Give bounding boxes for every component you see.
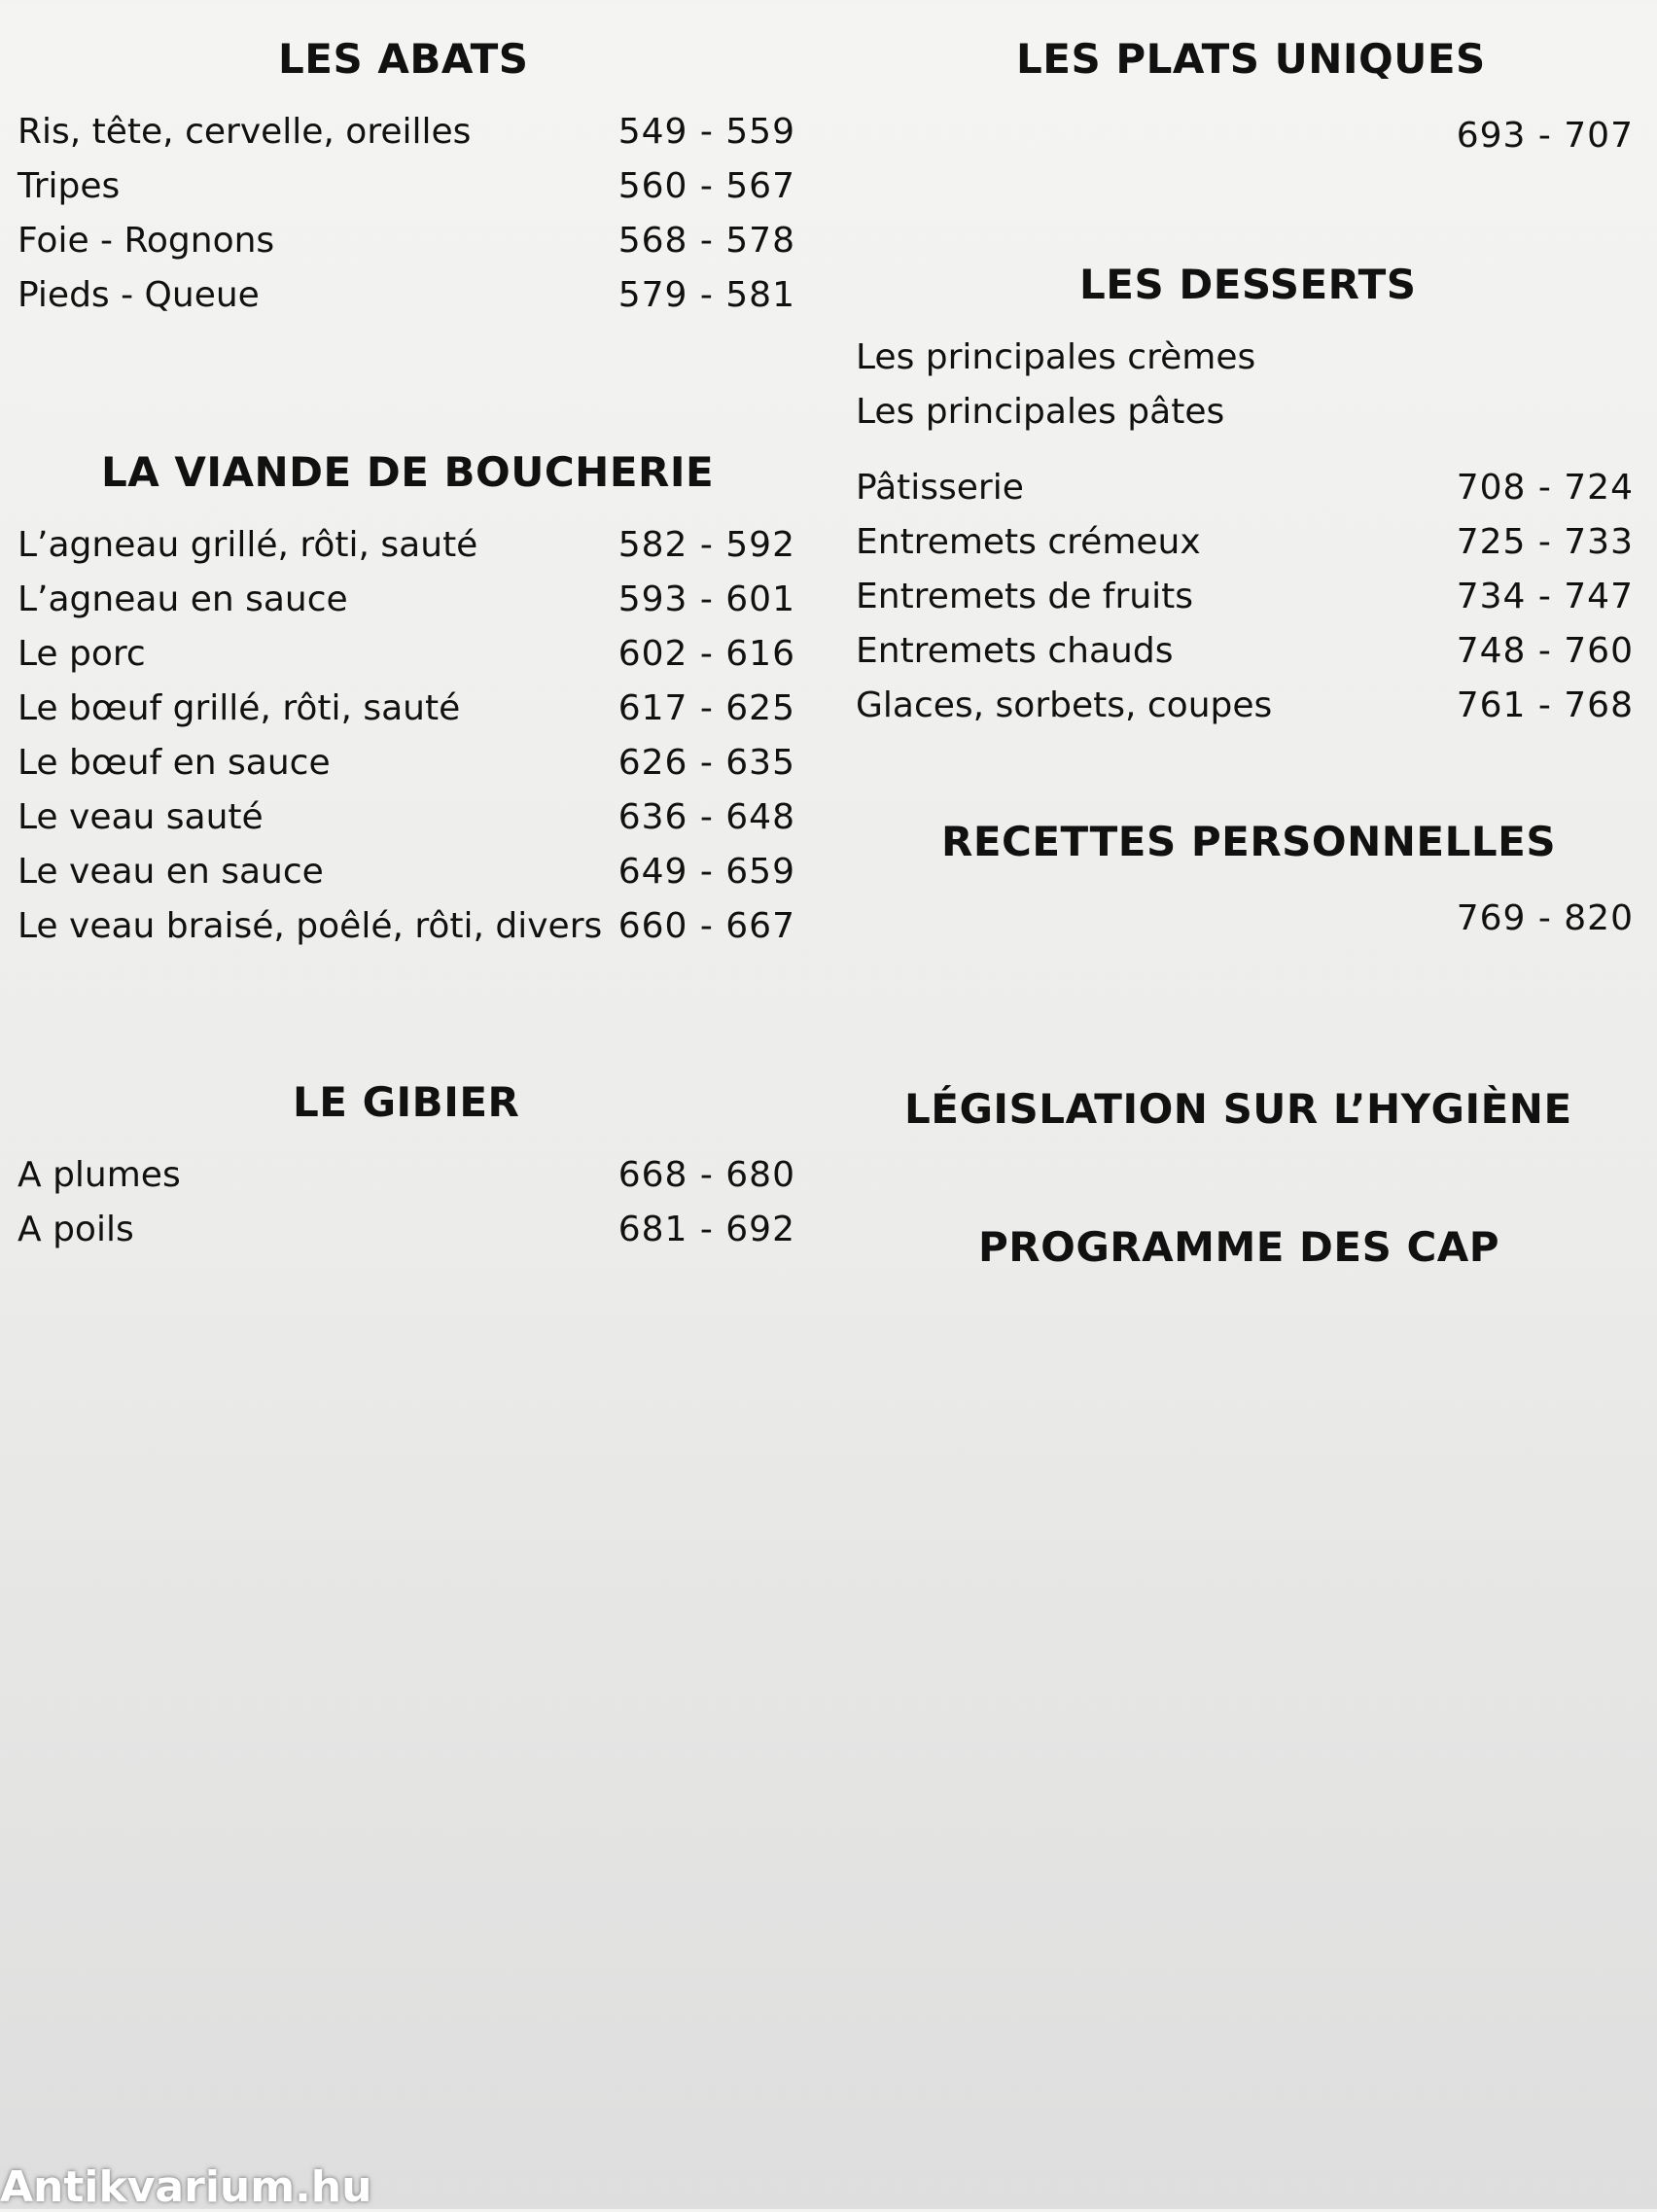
item-pages: 579 - 581	[617, 275, 795, 315]
section-gibier	[18, 1078, 795, 1257]
list-item	[18, 159, 795, 214]
item-label: Pieds - Queue	[18, 275, 260, 315]
section-boucherie	[18, 448, 795, 954]
item-label: Ris, tête, cervelle, oreilles	[18, 112, 472, 152]
list-item	[18, 627, 795, 682]
recettes-range	[856, 892, 1634, 946]
section-title-plats-uniques: LES PLATS UNIQUES	[1016, 35, 1486, 83]
section-programme	[856, 1223, 1634, 1271]
item-pages: 725 - 733	[1456, 522, 1634, 562]
item-label: L’agneau en sauce	[18, 579, 348, 619]
list-item	[18, 573, 795, 627]
item-label: A plumes	[18, 1155, 181, 1195]
list-item	[18, 790, 795, 845]
list-item	[18, 1203, 795, 1257]
item-label: Le veau en sauce	[18, 852, 324, 892]
item-label: Les principales pâtes	[856, 392, 1225, 432]
item-pages: 708 - 724	[1456, 468, 1634, 508]
list-item	[18, 736, 795, 790]
item-pages: 693 - 707	[1456, 116, 1634, 156]
item-pages: 593 - 601	[617, 579, 795, 619]
list-item	[856, 679, 1634, 733]
boucherie-list	[18, 518, 795, 954]
section-plats-uniques	[856, 35, 1634, 163]
watermark-logo: Antikvarium.hu	[0, 2162, 372, 2212]
item-label: L’agneau grillé, rôti, sauté	[18, 525, 478, 565]
item-pages: 602 - 616	[617, 634, 795, 674]
list-item	[18, 268, 795, 323]
item-label: Foie - Rognons	[18, 221, 275, 261]
section-recettes	[856, 818, 1634, 946]
section-title-desserts: LES DESSERTS	[1079, 261, 1417, 308]
abats-list	[18, 105, 795, 323]
item-pages: 582 - 592	[617, 525, 795, 565]
list-item	[18, 105, 795, 159]
item-pages: 734 - 747	[1456, 577, 1634, 616]
item-label: Pâtisserie	[856, 468, 1024, 508]
item-label: Les principales crèmes	[856, 337, 1256, 377]
list-item	[856, 570, 1634, 624]
item-label: Tripes	[18, 166, 121, 206]
item-pages: 549 - 559	[617, 112, 795, 152]
item-pages: 769 - 820	[1456, 898, 1634, 938]
list-item	[856, 515, 1634, 570]
list-item	[18, 1148, 795, 1203]
section-legislation	[856, 1085, 1634, 1133]
item-label: Entremets crémeux	[856, 522, 1201, 562]
item-label: Le porc	[18, 634, 146, 674]
item-pages: 626 - 635	[617, 743, 795, 783]
item-label: A poils	[18, 1210, 134, 1249]
section-desserts	[856, 261, 1634, 733]
list-item	[856, 385, 1634, 439]
section-title-recettes: RECETTES PERSONNELLES	[941, 818, 1557, 865]
section-abats	[18, 35, 795, 323]
item-pages: 668 - 680	[617, 1155, 795, 1195]
item-pages: 636 - 648	[617, 797, 795, 837]
list-item	[18, 899, 795, 954]
gibier-list	[18, 1148, 795, 1257]
section-title-legislation: LÉGISLATION SUR L’HYGIÈNE	[904, 1085, 1572, 1133]
list-item	[856, 331, 1634, 385]
section-title-programme: PROGRAMME DES CAP	[978, 1223, 1500, 1271]
item-label: Glaces, sorbets, coupes	[856, 685, 1273, 725]
section-title-abats: LES ABATS	[278, 35, 529, 83]
item-pages: 560 - 567	[617, 166, 795, 206]
desserts-list	[856, 331, 1634, 733]
plats-uniques-range	[856, 109, 1634, 163]
item-pages: 568 - 578	[617, 221, 795, 261]
section-title-boucherie: LA VIANDE DE BOUCHERIE	[101, 448, 715, 496]
item-label: Le veau sauté	[18, 797, 264, 837]
item-label: Entremets de fruits	[856, 577, 1193, 616]
item-pages: 748 - 760	[1456, 631, 1634, 671]
item-pages: 617 - 625	[617, 688, 795, 728]
list-item	[18, 682, 795, 736]
item-pages: 761 - 768	[1456, 685, 1634, 725]
item-label: Le bœuf en sauce	[18, 743, 331, 783]
list-item	[18, 214, 795, 268]
list-item	[18, 845, 795, 899]
item-pages: 660 - 667	[617, 906, 795, 946]
list-item	[856, 624, 1634, 679]
section-title-gibier: LE GIBIER	[293, 1078, 520, 1126]
item-label: Entremets chauds	[856, 631, 1174, 671]
item-label: Le bœuf grillé, rôti, sauté	[18, 688, 461, 728]
list-item	[856, 461, 1634, 515]
item-label: Le veau braisé, poêlé, rôti, divers	[18, 906, 603, 946]
item-pages: 649 - 659	[617, 852, 795, 892]
item-pages: 681 - 692	[617, 1210, 795, 1249]
list-item	[18, 518, 795, 573]
